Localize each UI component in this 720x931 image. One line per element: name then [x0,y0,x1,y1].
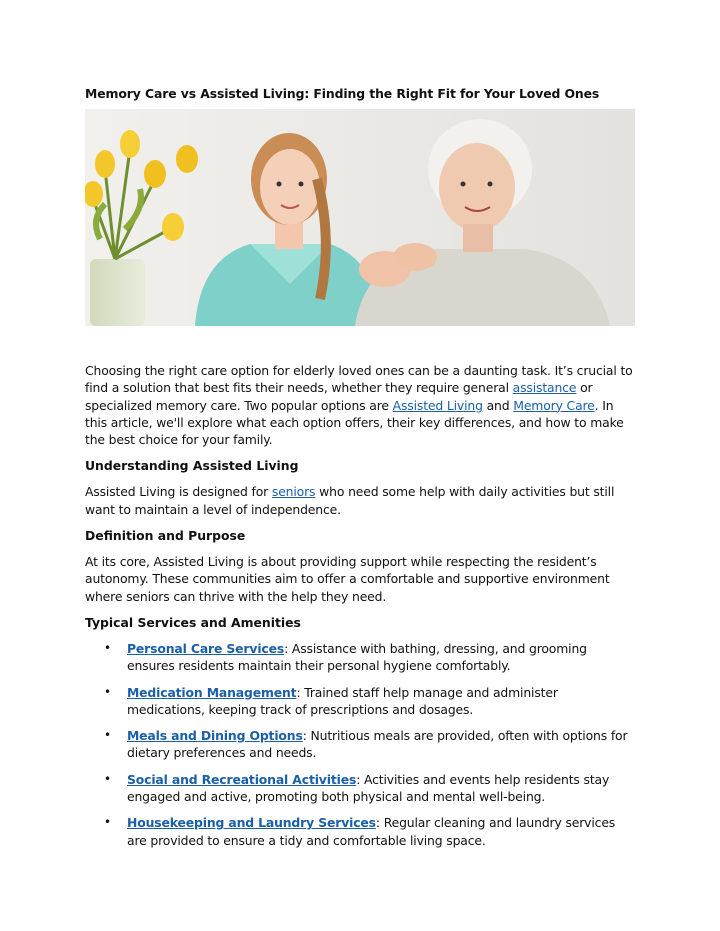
intro-paragraph: Choosing the right care option for elderly loved ones can be a daunting task. It’s crucial to find a solution that best fits their needs, whether they require general assistance or specialized memory care. Two popular options are Assisted Living and Memory Care. In this article, we'll explore what each option offers, their key differences, and how to make the best choice for your family. [85,363,633,448]
assistance-link[interactable]: assistance [512,380,577,396]
service-link[interactable]: Personal Care Services [127,640,285,656]
hero-photo [85,109,635,326]
heading-typical-services: Typical Services and Amenities [85,614,301,630]
seniors-link[interactable]: seniors [271,484,316,500]
service-link[interactable]: Social and Recreational Activities [127,771,357,787]
bullet-icon: • [104,771,111,786]
list-item: • Medication Management: Trained staff help manage and administer medications, keeping track of prescriptions and dosages. [104,684,558,717]
article-body [85,362,637,858]
list-item: • Housekeeping and Laundry Services: Regular cleaning and laundry services are provided to ensure a tidy and comfortable living space. [104,815,616,848]
article-title: Memory Care vs Assisted Living: Finding the Right Fit for Your Loved Ones [85,86,600,101]
service-link[interactable]: Meals and Dining Options [127,728,303,744]
assisted-living-link[interactable]: Assisted Living [392,397,483,413]
heading-definition-and-purpose: Definition and Purpose [85,528,246,544]
bullet-icon: • [104,684,111,699]
bullet-icon: • [104,640,111,655]
memory-care-link[interactable]: Memory Care [513,397,595,413]
heading-understanding-assisted-living: Understanding Assisted Living [85,458,299,474]
definition-paragraph: At its core, Assisted Living is about providing support while respecting the resident’s autonomy. These communities aim to offer a comfortable and supportive environment where seniors can thrive with the help they need. [85,554,610,604]
bullet-icon: • [104,815,111,830]
list-item: • Meals and Dining Options: Nutritious meals are provided, often with options for dietary preferences and needs. [104,728,628,761]
service-link[interactable]: Medication Management [127,684,297,700]
bullet-icon: • [104,728,111,743]
list-item: • Social and Recreational Activities: Activities and events help residents stay engaged and active, promoting both physical and mental well-being. [104,771,610,805]
services-list [85,640,637,849]
list-item: • Personal Care Services: Assistance with bathing, dressing, and grooming ensures residents maintain their personal hygiene comfortably. [104,640,587,674]
service-link[interactable]: Housekeeping and Laundry Services [127,815,376,831]
assisted-living-paragraph: Assisted Living is designed for seniors who need some help with daily activities but still want to maintain a level of independence. [85,484,615,517]
